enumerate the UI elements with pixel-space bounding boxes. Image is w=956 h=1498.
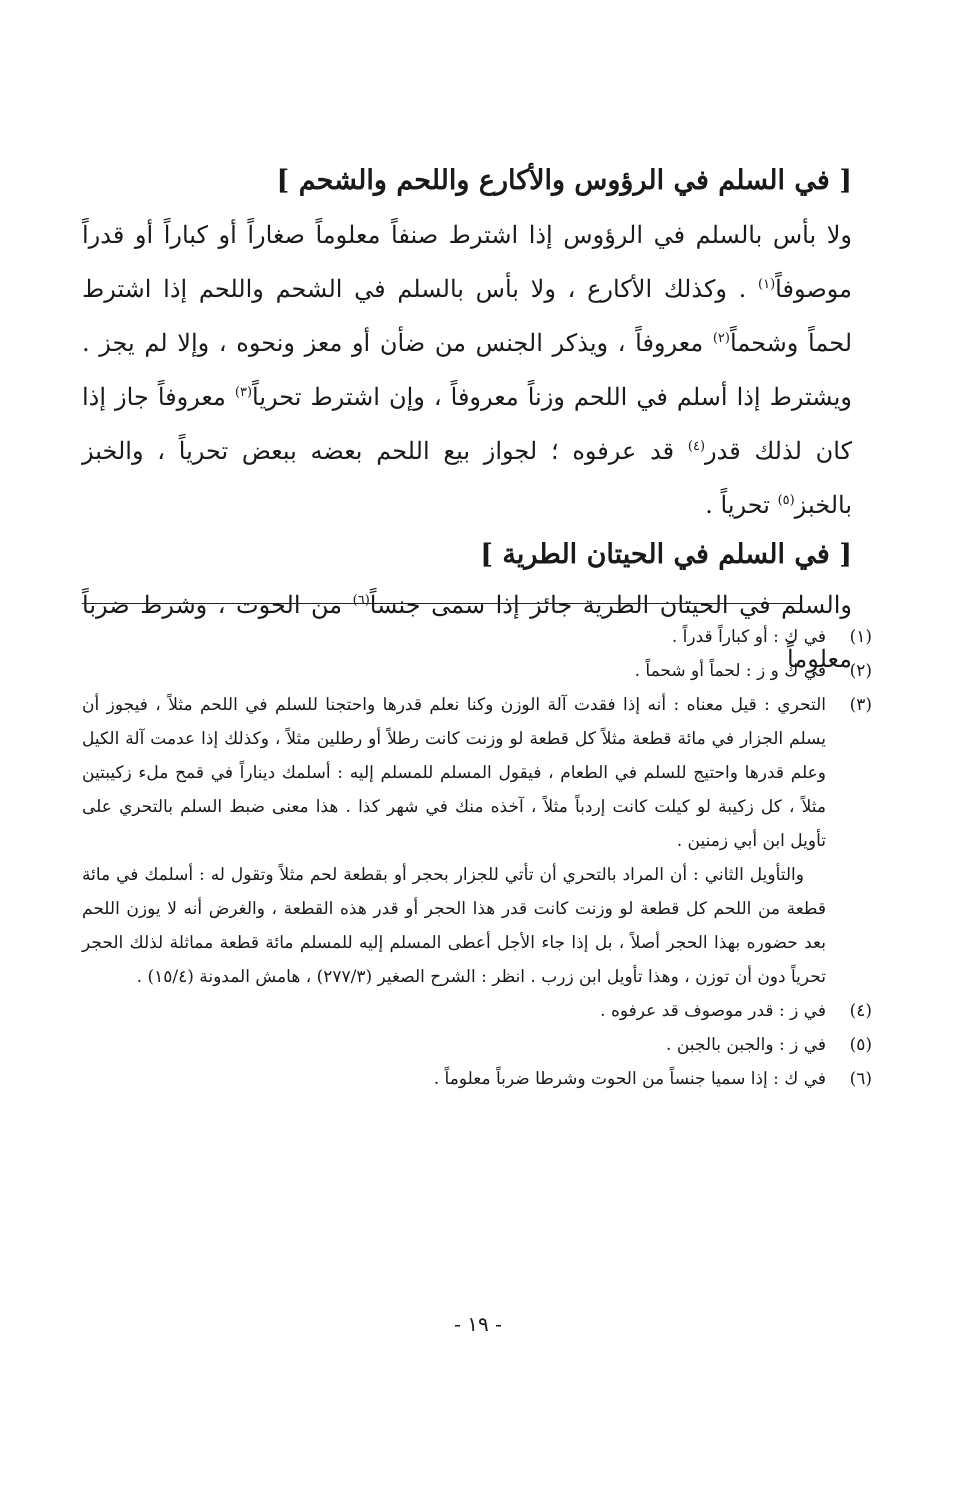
footnote-text: في ك : إذا سميا جنساً من الحوت وشرطا ضرباً معلوماً . [433, 1069, 826, 1089]
paragraph-heads-trotters [82, 208, 852, 532]
footnotes [82, 620, 872, 1096]
paragraph-text: والسلم في الحيتان الطرية جائز إذا سمى جنساً [369, 591, 852, 619]
footnote-number: (١) [849, 627, 872, 647]
footnote-text: التحري : قيل معناه : أنه إذا فقدت آلة الوزن وكنا نعلم قدرها واحتجنا للسلم في اللحم مثلاً ، فيجوز أن يسلم الجزار في مائة قطعة مثلاً كل قطعة لو وزنت كانت رطلاً أو رطلين مثلاً ، وكذلك إذا عدمت آلة الكيل وعلم قدرها واحتيج للسلم في الطعام ، فيقول المسلم للمسلم إليه : أسلمك ديناراً في قمح ملء زكيبتين مثلاً ، كل زكيبة لو كيلت كانت إردباً مثلاً ، آخذه منك في شهر كذا . هذا معنى ضبط السلم بالتحري على تأويل ابن أبي زمنين . [82, 695, 826, 851]
paragraph-text: معروفاً ، ويذكر الجنس من ضأن أو معز ونحوه ، وإلا لم يجز . ويشترط إذا أسلم في اللحم وزناً معروفاً ، وإن اشترط تحرياً [82, 329, 852, 411]
footnote-number: (٦) [849, 1069, 872, 1089]
footnote-text: في ز : والجبن بالجبن . [666, 1035, 826, 1055]
footnote-number: (٤) [849, 1001, 872, 1021]
footnote-ref-6[interactable]: (٦) [352, 593, 370, 608]
footnote-1 [82, 620, 872, 654]
footnote-ref-3[interactable]: (٣) [234, 385, 253, 400]
paragraph-text: تحرياً . [705, 491, 770, 519]
section-heading-heads-trotters-meat-fat: [ في السلم في الرؤوس والأكارع واللحم والشحم ] [276, 165, 852, 196]
main-text [82, 158, 852, 686]
paragraph-text: قد عرفوه ؛ لجواز بيع اللحم بعضه ببعض تحرياً ، والخبز بالخبز [82, 437, 852, 519]
footnote-6 [82, 1062, 872, 1096]
footnote-number: (٢) [849, 661, 872, 681]
footnote-ref-4[interactable]: (٤) [687, 439, 706, 454]
paragraph-text: ولا بأس بالسلم في الرؤوس إذا اشترط صنفاً معلوماً صغاراً أو كباراً أو قدراً موصوفاً [82, 221, 852, 303]
footnote-text: في ز : قدر موصوف قد عرفوه . [600, 1001, 826, 1021]
footnote-text: في ك و ز : لحماً أو شحماً . [634, 661, 826, 681]
footnote-ref-1[interactable]: (١) [758, 277, 776, 292]
footnote-ref-5[interactable]: (٥) [777, 493, 795, 508]
footnote-3 [82, 688, 872, 858]
footnote-5 [82, 1028, 872, 1062]
footnote-4 [82, 994, 872, 1028]
footnote-separator [82, 603, 802, 604]
footnote-3-continuation: والتأويل الثاني : أن المراد بالتحري أن تأتي للجزار بحجر أو بقطعة لحم مثلاً وتقول له : أسلمك في مائة قطعة من اللحم كل قطعة لو وزنت كانت قدر هذا الحجر أو قدر هذه القطعة ، والغرض أنه لا يوزن اللحم بعد حضوره بهذا الحجر أصلاً ، بل إذا جاء الأجل أعطى المسلم إليه للمسلم مائة قطعة مماثلة لذلك الحجر تحرياً دون أن توزن ، وهذا تأويل ابن زرب . انظر : الشرح الصغير (٢٧٧/٣) ، هامش المدونة (١٥/٤) . [82, 865, 826, 987]
paragraph-text: . وكذلك الأكارع ، ولا بأس بالسلم في الشحم واللحم إذا اشترط لحماً وشحماً [82, 275, 853, 357]
footnote-ref-2[interactable]: (٢) [712, 331, 730, 346]
paragraph-text: معروفاً جاز إذا كان لذلك قدر [82, 383, 852, 465]
footnote-number: (٥) [849, 1035, 872, 1055]
section-heading-fresh-fish: [ في السلم في الحيتان الطرية ] [480, 539, 852, 570]
footnote-2 [82, 654, 872, 688]
page-number: - ١٩ - [454, 1312, 502, 1336]
footnote-number: (٣) [849, 695, 872, 715]
footnote-text: في ك : أو كباراً قدراً . [671, 627, 826, 647]
paragraph-text: من الحوت ، وشرط ضرباً معلوماً [82, 591, 852, 673]
